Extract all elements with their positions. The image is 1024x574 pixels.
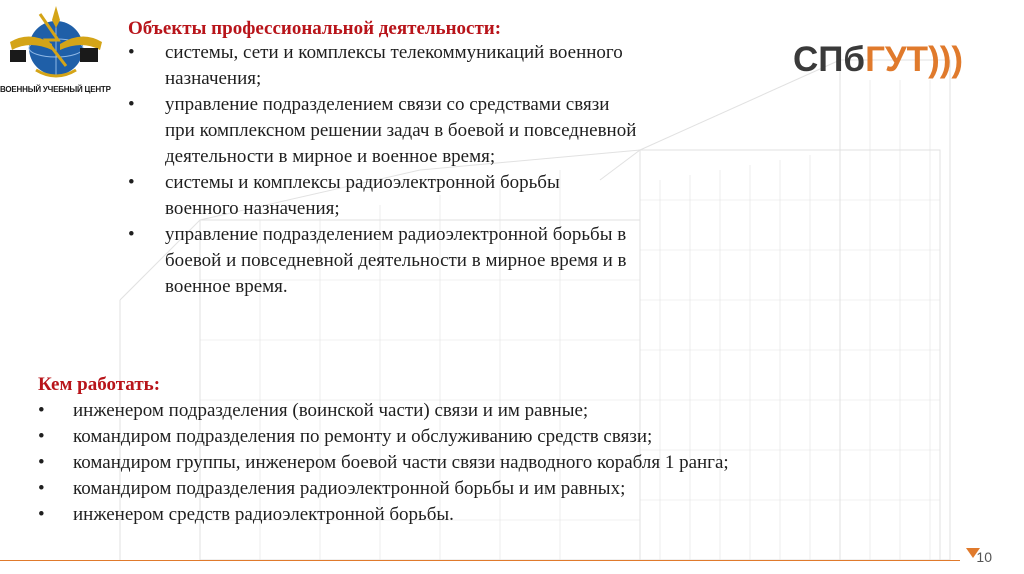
list-item <box>38 398 998 424</box>
bullet-icon: • <box>38 426 45 447</box>
list-item-line: военное время. <box>165 276 288 297</box>
list-item-line: деятельности в мирное и военное время; <box>165 146 496 167</box>
list-item <box>128 170 828 222</box>
list-item-text: командиром подразделения радиоэлектронной борьбы и им равных; <box>73 478 626 499</box>
bullet-icon: • <box>128 172 135 193</box>
list-item-text: инженером средств радиоэлектронной борьбы. <box>73 504 454 525</box>
emblem-caption: ВОЕННЫЙ УЧЕБНЫЙ ЦЕНТР <box>0 85 111 94</box>
section-heading: Объекты профессиональной деятельности: <box>128 18 502 39</box>
university-logo-part2: ГУТ <box>865 40 929 79</box>
radio-icon <box>10 50 26 62</box>
bullet-icon: • <box>38 478 45 499</box>
career-section <box>38 372 998 528</box>
list-item-line: системы и комплексы радиоэлектронной борьбы <box>165 172 560 193</box>
list-item-text: инженером подразделения (воинской части) связи и им равные; <box>73 400 589 421</box>
bullet-icon: • <box>38 400 45 421</box>
list-item-line: назначения; <box>165 68 262 89</box>
bullet-icon: • <box>128 224 135 245</box>
university-logo-waves: ))) <box>928 40 964 79</box>
list-item-line: военного назначения; <box>165 198 340 219</box>
list-item-text: командиром группы, инженером боевой части связи надводного корабля 1 ранга; <box>73 452 729 473</box>
professional-objects-section <box>128 18 828 300</box>
list-item <box>128 222 828 300</box>
university-logo-part1: СПб <box>793 40 866 79</box>
list-item <box>38 502 998 528</box>
bullet-icon: • <box>128 42 135 63</box>
list-item-line: боевой и повседневной деятельности в мирное время и в <box>165 250 627 271</box>
bullet-list <box>38 398 998 528</box>
bullet-icon: • <box>38 452 45 473</box>
list-item-line: управление подразделением связи со средствами связи <box>165 94 610 115</box>
list-item <box>38 476 998 502</box>
computer-icon <box>80 48 98 62</box>
list-item <box>128 40 828 92</box>
section-heading: Кем работать: <box>38 374 161 395</box>
footer-divider <box>0 560 960 561</box>
list-item-text: командиром подразделения по ремонту и обслуживанию средств связи; <box>73 426 653 447</box>
bullet-icon: • <box>38 504 45 525</box>
list-item-line: управление подразделением радиоэлектронной борьбы в <box>165 224 627 245</box>
list-item <box>128 92 828 170</box>
list-item <box>38 424 998 450</box>
bullet-icon: • <box>128 94 135 115</box>
list-item-line: системы, сети и комплексы телекоммуникаций военного <box>165 42 623 63</box>
list-item <box>38 450 998 476</box>
page-number: 10 <box>976 549 992 565</box>
list-item-line: при комплексном решении задач в боевой и повседневной <box>165 120 637 141</box>
bullet-list <box>128 40 828 300</box>
